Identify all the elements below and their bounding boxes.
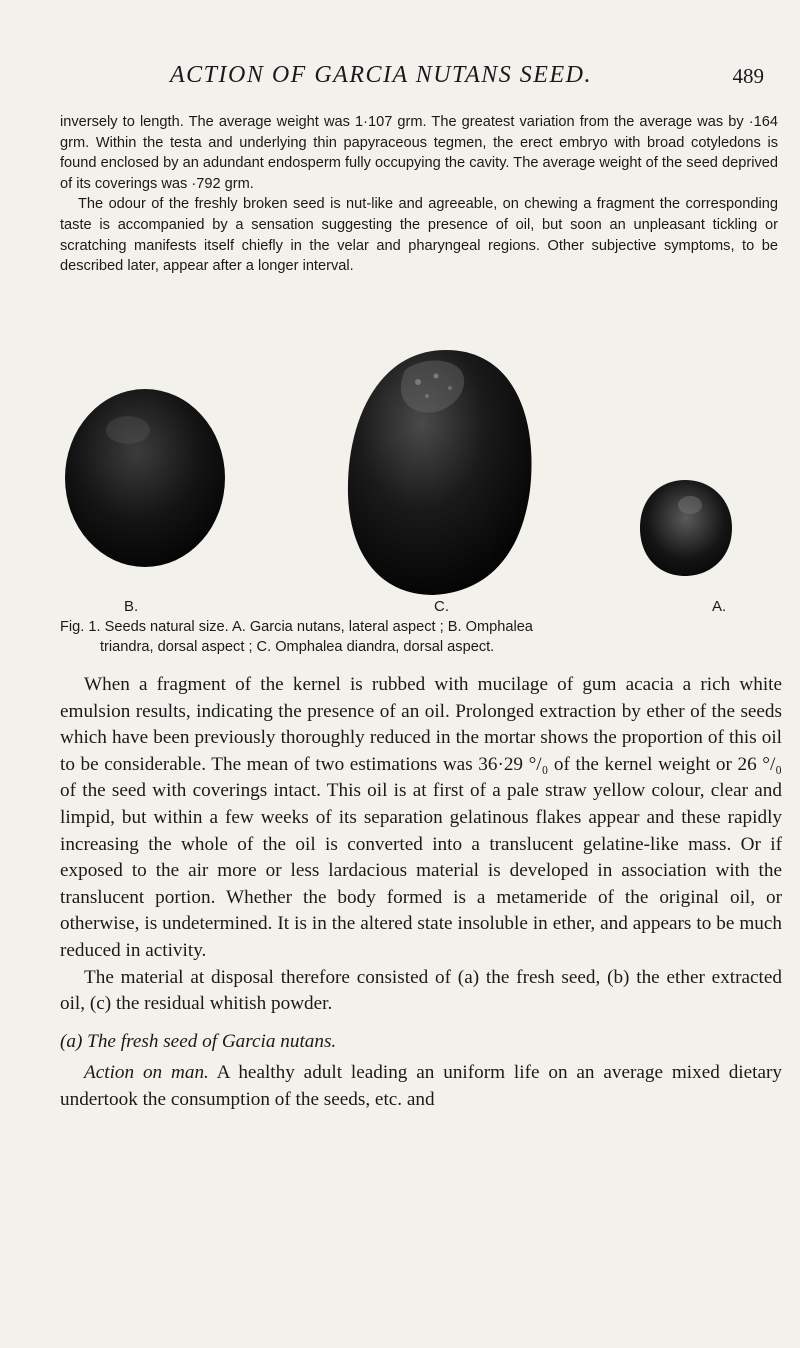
seed-a-shape xyxy=(640,480,732,576)
seed-label-b: B. xyxy=(124,598,139,615)
body-paragraph: The material at disposal therefore consisted of (a) the fresh seed, (b) the ether extracted oil, (c) the residual whitish powder. xyxy=(60,966,782,1015)
seed-b-highlight xyxy=(106,416,150,444)
seed-illustration xyxy=(60,330,780,620)
running-title: ACTION OF GARCIA NUTANS SEED. xyxy=(170,62,592,88)
section-heading: (a) The fresh seed of Garcia nutans. xyxy=(60,1030,337,1052)
seed-b-shape xyxy=(65,389,225,567)
intro-text xyxy=(60,112,778,277)
caption-line: triandra, dorsal aspect ; C. Omphalea diandra, dorsal aspect. xyxy=(100,639,495,655)
page-number: 489 xyxy=(732,64,764,88)
paragraph-lead: Action on man. xyxy=(84,1062,209,1084)
intro-paragraph: inversely to length. The average weight was 1·107 grm. The greatest variation from the average was by ·164 grm. Within the testa and underlying thin papyraceous tegmen, the erect embryo with broad cotyledons is found enclosed by an adundant endosperm fully occupying the cavity. The average weight of the seed deprived of its coverings was ·792 grm. xyxy=(60,114,778,192)
running-head xyxy=(0,62,800,92)
seed-label-c: C. xyxy=(434,598,449,615)
seed-figure xyxy=(60,330,780,635)
figure-caption xyxy=(60,617,778,657)
paragraph-rest: A healthy adult leading an uniform life on an average mixed dietary undertook the consumption of the seeds, etc. and xyxy=(60,1062,782,1110)
seed-label-a: A. xyxy=(712,598,727,615)
caption-line: Fig. 1. Seeds natural size. A. Garcia nutans, lateral aspect ; B. Omphalea xyxy=(60,619,533,635)
body-text xyxy=(60,672,782,1114)
body-paragraph xyxy=(60,1060,782,1113)
intro-paragraph: The odour of the freshly broken seed is nut-like and agreeable, on chewing a fragment the corresponding taste is accompanied by a sensation suggesting the presence of oil, but soon an unpleasant tickling or scratching manifests itself chiefly in the velar and pharyngeal regions. Other subjective symptoms, to be described later, appear after a longer interval. xyxy=(60,196,778,275)
body-paragraph: When a fragment of the kernel is rubbed with mucilage of gum acacia a rich white emulsion results, indicating the presence of an oil. Prolonged extraction by ether of the seeds which have been previously thoroughly reduced in the mortar shows the proportion of this oil to be considerable. The mean of two estimations was 36·29 °/₀ of the kernel weight or 26 °/₀ of the seed with coverings intact. This oil is at first of a pale straw yellow colour, clear and limpid, but within a few weeks of its separation gelatinous flakes appear and these rapidly increasing the whole of the oil is converted into a translucent gelatine-like mass. Or if exposed to the air more or less lardacious material is developed in association with the translucent portion. Whether the body formed is a metameride of the original oil, or otherwise, is undetermined. It is in the altered state insoluble in ether, and appears to be much reduced in activity. xyxy=(60,674,782,961)
